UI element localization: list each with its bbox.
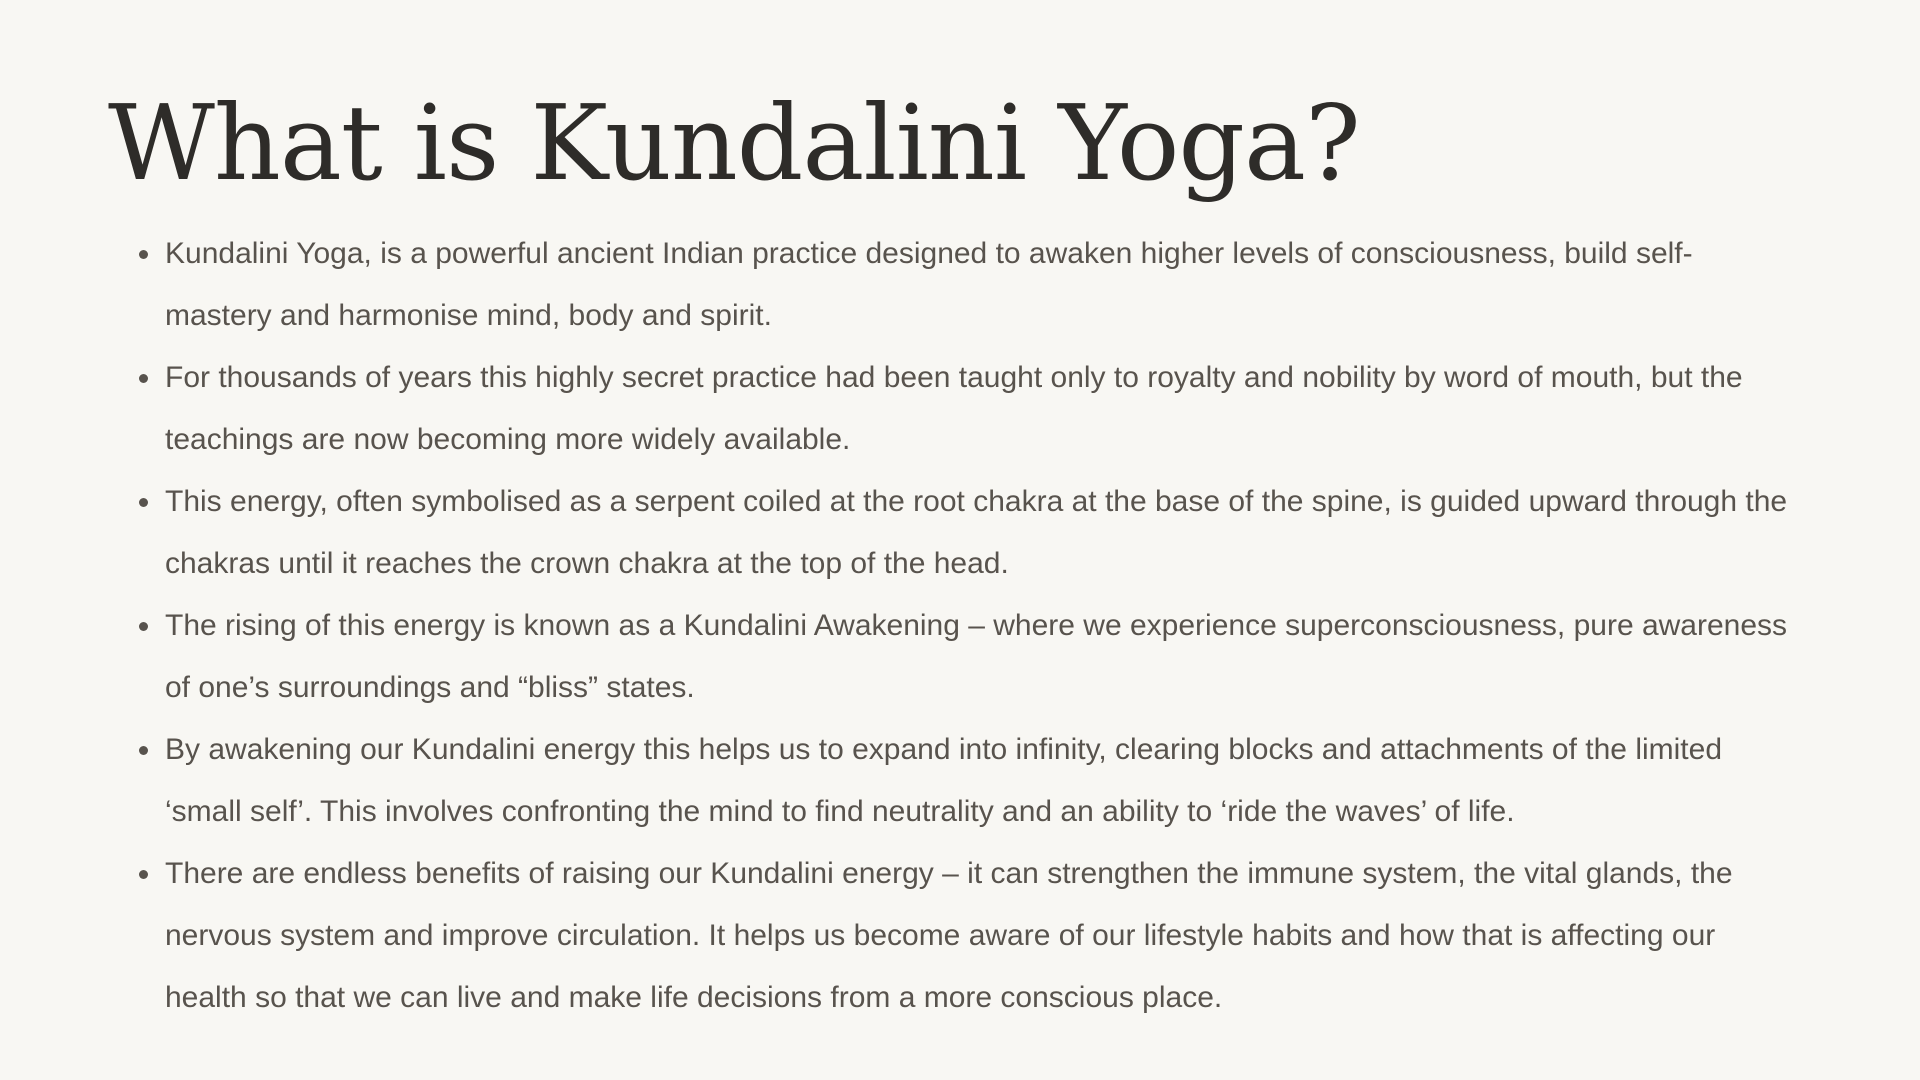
bullet-list	[165, 223, 1790, 1029]
bullet-dot-icon	[139, 870, 148, 879]
bullet-text: This energy, often symbolised as a serpent coiled at the root chakra at the base of the spine, is guided upward through the chakras until it reaches the crown chakra at the top of the head.	[165, 485, 1788, 580]
bullet-text: Kundalini Yoga, is a powerful ancient Indian practice designed to awaken higher levels of consciousness, build self-mastery and harmonise mind, body and spirit.	[165, 237, 1693, 332]
bullet-item	[165, 595, 1790, 719]
bullet-text: There are endless benefits of raising our Kundalini energy – it can strengthen the immune system, the vital glands, the nervous system and improve circulation. It helps us become aware of our lifestyle habits and how that is affecting our health so that we can live and make life decisions from a more conscious place.	[165, 857, 1733, 1014]
bullet-text: For thousands of years this highly secret practice had been taught only to royalty and nobility by word of mouth, but the teachings are now becoming more widely available.	[165, 361, 1743, 456]
bullet-item	[165, 471, 1790, 595]
bullet-item	[165, 223, 1790, 347]
bullet-item	[165, 347, 1790, 471]
bullet-item	[165, 719, 1790, 843]
bullet-dot-icon	[139, 374, 148, 383]
bullet-dot-icon	[139, 250, 148, 259]
bullet-dot-icon	[139, 746, 148, 755]
bullet-item	[165, 843, 1790, 1029]
slide-title: What is Kundalini Yoga?	[108, 82, 1360, 204]
bullet-dot-icon	[139, 622, 148, 631]
bullet-text: By awakening our Kundalini energy this helps us to expand into infinity, clearing blocks and attachments of the limited ‘small self’. This involves confronting the mind to find neutrality and an ability to ‘ride the waves’ of life.	[165, 733, 1723, 828]
bullet-dot-icon	[139, 498, 148, 507]
bullet-text: The rising of this energy is known as a Kundalini Awakening – where we experience superconsciousness, pure awareness of one’s surroundings and “bliss” states.	[165, 609, 1788, 704]
